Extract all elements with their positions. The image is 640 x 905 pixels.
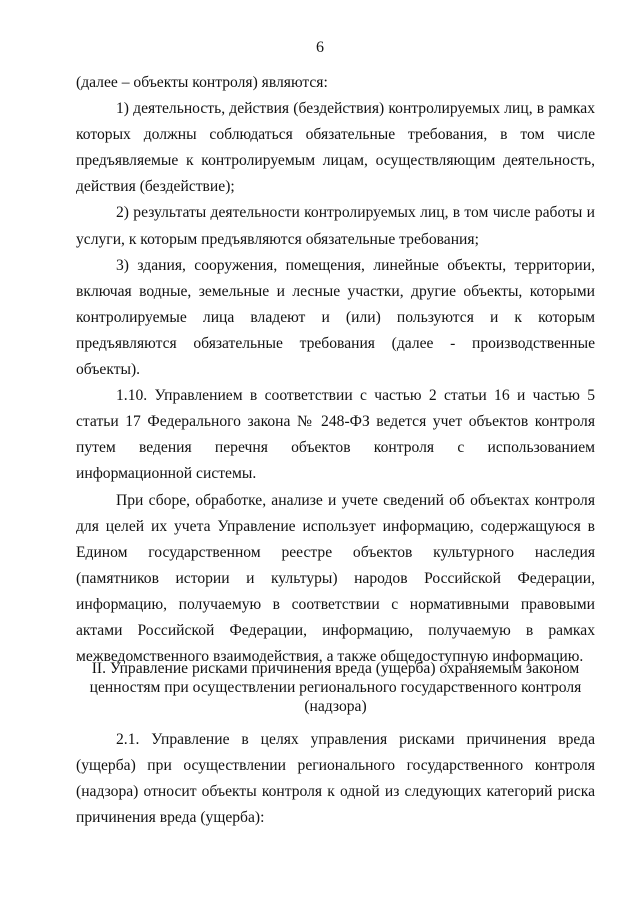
page-number: 6	[316, 39, 324, 56]
section-heading: II. Управление рисками причинения вреда (ущерба) охраняемым законом ценностям при осуществлении регионального государственного контроля (надзора)	[89, 660, 582, 715]
paragraph-item-1: 1) деятельность, действия (бездействия) контролируемых лиц, в рамках которых должны соблюдаться обязательные требования, в том числе предъявляемые к контролируемым лицам, осуществляющим деятельность, действия (бездействие);	[76, 100, 595, 196]
paragraph-1-10: 1.10. Управлением в соответствии с частью 2 статьи 16 и частью 5 статьи 17 Федерального закона № 248-ФЗ ведется учет объектов контроля путем ведения перечня объектов контроля с использованием информационной системы.	[76, 387, 595, 483]
paragraph-item-3: 3) здания, сооружения, помещения, линейные объекты, территории, включая водные, земельные и лесные участки, другие объекты, которыми контролируемые лица владеют и (или) пользуются и к которым предъявляются обязательные требования (далее - производственные объекты).	[76, 256, 595, 379]
paragraph-2-1: 2.1. Управление в целях управления рисками причинения вреда (ущерба) при осуществлении регионального государственного контроля (надзора) относит объекты контроля к одной из следующих категорий риска причинения вреда (ущерба):	[76, 731, 595, 827]
paragraph-objects-intro: (далее – объекты контроля) являются:	[76, 74, 328, 91]
paragraph-item-2: 2) результаты деятельности контролируемых лиц, в том числе работы и услуги, к которым предъявляются обязательные требования;	[76, 204, 595, 248]
section-body	[76, 727, 595, 831]
document-body	[76, 70, 595, 670]
paragraph-information-sources: При сборе, обработке, анализе и учете сведений об объектах контроля для целей их учета Управление использует информацию, содержащуюся в Едином государственном реестре объектов культурного наследия (памятников истории и культуры) народов Российской Федерации, информацию, получаемую в соответствии с нормативными правовыми актами Российской Федерации, информацию, получаемую в рамках межведомственного взаимодействия, а также общедоступную информацию.	[76, 491, 595, 666]
